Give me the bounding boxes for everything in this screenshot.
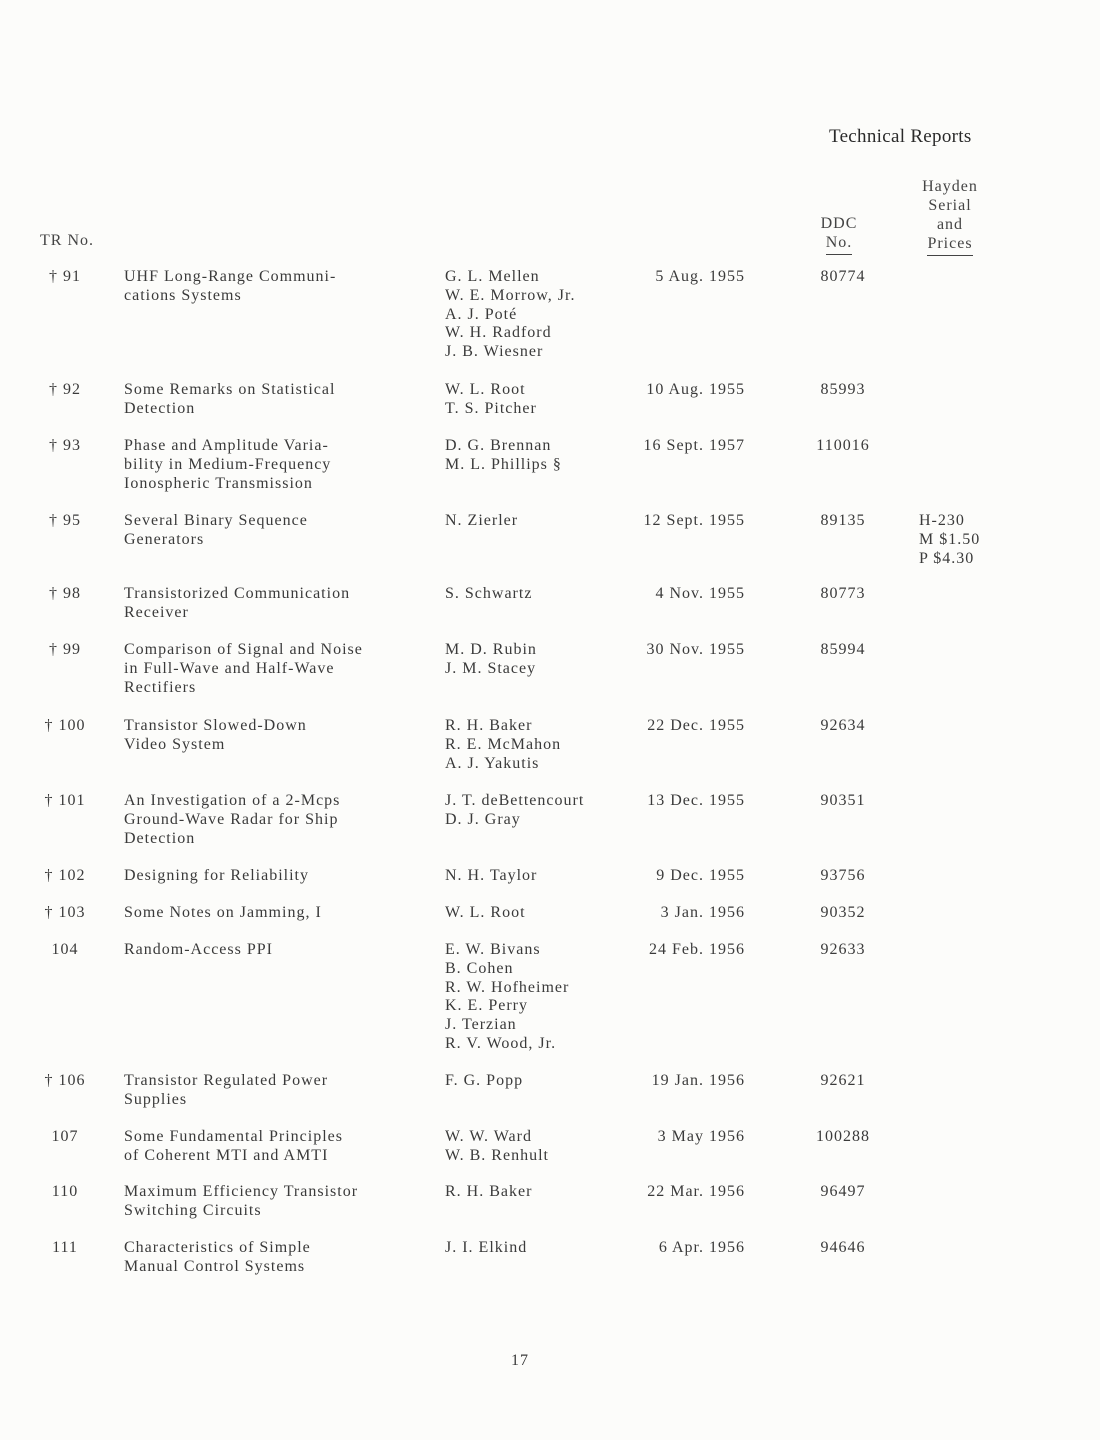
ddc-number: 92621: [820, 1072, 866, 1089]
report-number: 104: [51, 941, 79, 958]
report-date: 9 Dec. 1955: [656, 867, 745, 884]
report-title-line: Comparison of Signal and Noise: [124, 641, 363, 658]
report-authors: [445, 381, 537, 419]
report-title-line: Detection: [124, 829, 196, 847]
hayden-prices-line: H-230: [919, 512, 965, 529]
report-number: † 102: [44, 867, 86, 884]
report-number: † 98: [49, 585, 81, 602]
report-date: 22 Mar. 1956: [647, 1183, 745, 1200]
report-number: 111: [52, 1239, 78, 1256]
report-date: 30 Nov. 1955: [646, 641, 745, 658]
report-title: [124, 867, 309, 886]
report-authors-line: W. B. Renhult: [445, 1146, 549, 1164]
report-title: [124, 512, 308, 550]
hayden-header-line: Prices: [927, 234, 972, 256]
report-number: 110: [51, 1183, 79, 1200]
report-title-line: Random-Access PPI: [124, 941, 273, 958]
ddc-header-line: No.: [826, 233, 853, 255]
report-title-line: Some Notes on Jamming, I: [124, 904, 322, 921]
report-authors-line: D. G. Brennan: [445, 437, 552, 454]
ddc-number: 110016: [816, 437, 870, 454]
report-authors-line: S. Schwartz: [445, 585, 533, 602]
ddc-number: 80774: [820, 268, 866, 285]
report-authors-line: M. D. Rubin: [445, 641, 537, 658]
report-title: [124, 641, 363, 697]
report-title: [124, 904, 322, 923]
report-authors-line: R. H. Baker: [445, 717, 533, 734]
report-authors-line: K. E. Perry: [445, 997, 528, 1015]
report-title-line: in Full-Wave and Half-Wave: [124, 659, 335, 677]
report-title-line: Phase and Amplitude Varia-: [124, 437, 329, 454]
ddc-number: 96497: [820, 1183, 866, 1200]
report-authors: [445, 268, 575, 362]
report-authors-line: B. Cohen: [445, 959, 514, 977]
hayden-header-line: Hayden: [922, 178, 978, 195]
report-authors: [445, 867, 537, 886]
hayden-header-line: and: [936, 216, 964, 233]
ddc-number: 90352: [820, 904, 866, 921]
report-date: 10 Aug. 1955: [646, 381, 745, 398]
report-title-line: Generators: [124, 530, 205, 548]
report-date: 16 Sept. 1957: [643, 437, 745, 454]
report-title-line: Transistor Slowed-Down: [124, 717, 307, 734]
hayden-prices: [919, 512, 980, 568]
hayden-header-line: Serial: [928, 197, 972, 214]
ddc-number: 93756: [820, 867, 866, 884]
report-date: 3 May 1956: [657, 1128, 745, 1145]
report-title-line: Receiver: [124, 603, 189, 621]
report-number: † 91: [49, 268, 81, 285]
report-authors-line: G. L. Mellen: [445, 268, 540, 285]
page-number: 17: [511, 1352, 529, 1369]
report-number: † 95: [49, 512, 81, 529]
ddc-number: 94646: [820, 1239, 866, 1256]
hayden-prices-line: M $1.50: [919, 530, 981, 548]
report-number: † 103: [44, 904, 86, 921]
report-authors-line: F. G. Popp: [445, 1072, 524, 1089]
report-title-line: cations Systems: [124, 286, 242, 304]
report-number: † 106: [44, 1072, 86, 1089]
report-authors-line: A. J. Poté: [445, 305, 518, 323]
report-authors: [445, 437, 562, 475]
report-authors: [445, 717, 561, 773]
report-number: † 92: [49, 381, 81, 398]
report-authors-line: J. B. Wiesner: [445, 343, 544, 361]
report-date: 5 Aug. 1955: [655, 268, 745, 285]
report-authors: [445, 904, 526, 923]
report-title-line: Video System: [124, 735, 226, 753]
report-title-line: bility in Medium-Frequency: [124, 455, 332, 473]
report-authors-line: R. E. McMahon: [445, 735, 562, 753]
report-date: 6 Apr. 1956: [658, 1239, 745, 1256]
ddc-number: 80773: [820, 585, 866, 602]
report-title-line: Ionospheric Transmission: [124, 474, 313, 492]
report-authors: [445, 941, 569, 1054]
report-authors-line: W. E. Morrow, Jr.: [445, 286, 576, 304]
ddc-number: 92634: [820, 717, 866, 734]
report-date: 13 Dec. 1955: [647, 792, 745, 809]
report-authors: [445, 792, 584, 830]
ddc-number: 89135: [820, 512, 866, 529]
report-authors-line: N. H. Taylor: [445, 867, 538, 884]
report-title-line: Characteristics of Simple: [124, 1239, 311, 1256]
report-title-line: Transistor Regulated Power: [124, 1072, 329, 1089]
report-authors-line: M. L. Phillips §: [445, 455, 562, 473]
report-authors-line: R. H. Baker: [445, 1183, 533, 1200]
report-authors-line: D. J. Gray: [445, 810, 521, 828]
report-authors-line: W. L. Root: [445, 381, 526, 398]
report-authors-line: J. M. Stacey: [445, 659, 537, 677]
report-title: [124, 268, 336, 306]
report-authors: [445, 641, 537, 679]
report-authors-line: J. Terzian: [445, 1016, 517, 1034]
report-title-line: Some Remarks on Statistical: [124, 381, 336, 398]
report-title: [124, 585, 350, 623]
ddc-number: 100288: [816, 1128, 870, 1145]
report-title-line: UHF Long-Range Communi-: [124, 268, 337, 285]
report-authors: [445, 1183, 532, 1202]
report-title-line: Supplies: [124, 1090, 188, 1108]
report-authors-line: R. W. Hofheimer: [445, 978, 570, 996]
report-title: [124, 941, 273, 960]
report-date: 24 Feb. 1956: [649, 941, 745, 958]
report-date: 4 Nov. 1955: [655, 585, 745, 602]
report-title-line: Ground-Wave Radar for Ship: [124, 810, 339, 828]
report-number: † 100: [44, 717, 86, 734]
report-number: † 93: [49, 437, 81, 454]
report-title-line: Some Fundamental Principles: [124, 1128, 343, 1145]
section-title: Technical Reports: [829, 126, 972, 147]
report-title: [124, 1239, 311, 1277]
report-title: [124, 717, 307, 755]
report-authors-line: J. T. deBettencourt: [445, 792, 585, 809]
report-title-line: Designing for Reliability: [124, 867, 309, 884]
report-number: † 99: [49, 641, 81, 658]
report-authors-line: T. S. Pitcher: [445, 399, 537, 417]
report-authors-line: J. I. Elkind: [445, 1239, 528, 1256]
hayden-prices-line: P $4.30: [919, 549, 975, 567]
report-authors: [445, 512, 518, 531]
ddc-number: 90351: [820, 792, 866, 809]
report-title-line: Transistorized Communication: [124, 585, 351, 602]
report-title-line: Several Binary Sequence: [124, 512, 308, 529]
report-title: [124, 437, 331, 493]
report-authors: [445, 585, 532, 604]
report-title: [124, 792, 340, 848]
report-number: 107: [51, 1128, 79, 1145]
report-title: [124, 1183, 358, 1221]
report-number: † 101: [44, 792, 86, 809]
report-title: [124, 1128, 343, 1166]
report-title-line: Switching Circuits: [124, 1201, 262, 1219]
ddc-header-line: DDC: [820, 215, 858, 232]
report-authors: [445, 1239, 527, 1258]
report-title-line: Rectifiers: [124, 678, 197, 696]
report-authors-line: W. L. Root: [445, 904, 526, 921]
report-date: 12 Sept. 1955: [643, 512, 745, 529]
report-title-line: of Coherent MTI and AMTI: [124, 1146, 329, 1164]
report-title-line: Detection: [124, 399, 196, 417]
report-title-line: An Investigation of a 2-Mcps: [124, 792, 341, 809]
report-date: 19 Jan. 1956: [651, 1072, 745, 1089]
report-title: [124, 381, 335, 419]
report-title: [124, 1072, 328, 1110]
report-authors-line: W. W. Ward: [445, 1128, 532, 1145]
report-authors-line: W. H. Radford: [445, 324, 552, 342]
report-title-line: Manual Control Systems: [124, 1257, 306, 1275]
report-authors-line: E. W. Bivans: [445, 941, 541, 958]
report-authors-line: N. Zierler: [445, 512, 519, 529]
report-date: 3 Jan. 1956: [660, 904, 745, 921]
report-authors-line: R. V. Wood, Jr.: [445, 1034, 557, 1052]
report-authors: [445, 1072, 523, 1091]
ddc-number: 85993: [820, 381, 866, 398]
report-authors: [445, 1128, 549, 1166]
report-authors-line: A. J. Yakutis: [445, 754, 540, 772]
ddc-number: 92633: [820, 941, 866, 958]
ddc-number: 85994: [820, 641, 866, 658]
tr-no-header: TR No.: [40, 232, 94, 249]
report-title-line: Maximum Efficiency Transistor: [124, 1183, 359, 1200]
report-date: 22 Dec. 1955: [647, 717, 745, 734]
